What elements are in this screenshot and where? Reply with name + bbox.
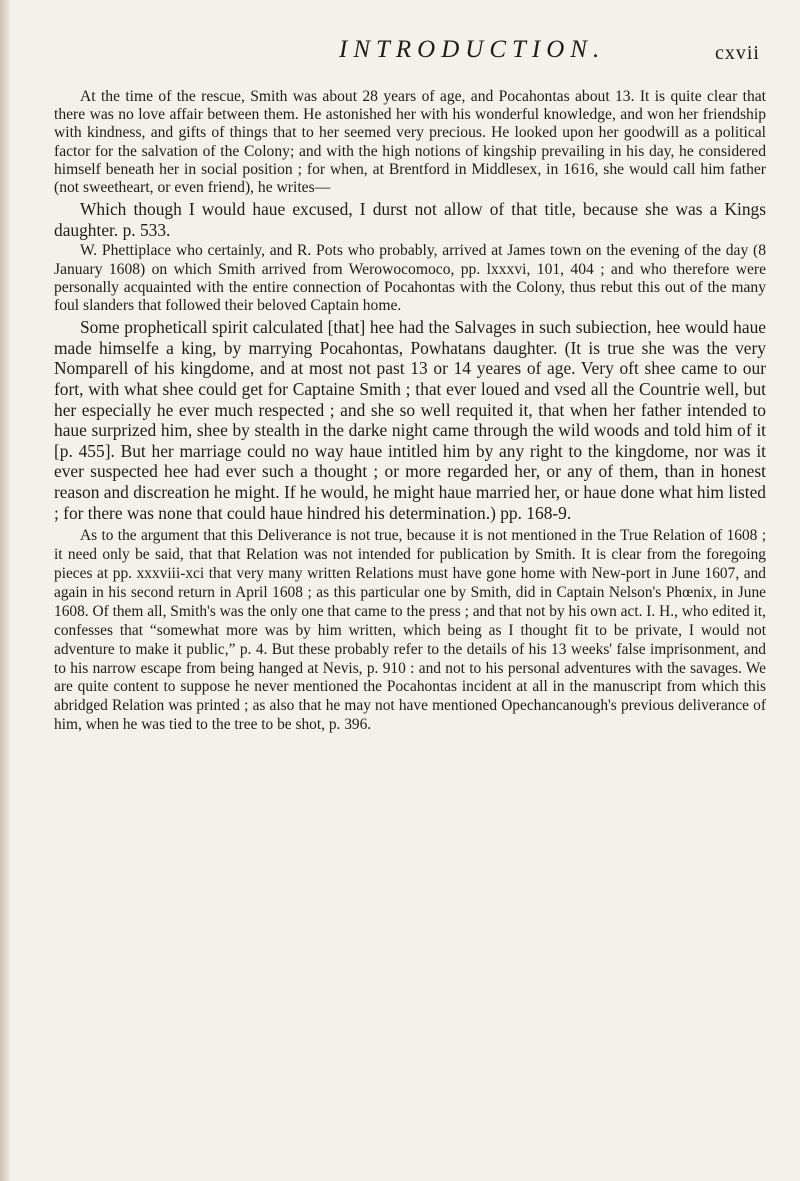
paragraph-phettiplace-pots: W. Phettiplace who certainly, and R. Pots who probably, arrived at James town on the evening of the day (8 January 1608) on which Smith arrived from Werowocomoco, pp. lxxxvi, 101, 404 ; and who therefore were personally acquainted with the entire connection of Pocahontas with the Colony, thus rebut this out of the many foul slanders that followed their beloved Captain home. bbox=[54, 242, 766, 315]
running-head: INTRODUCTION. bbox=[339, 36, 606, 63]
quote-kings-daughter: Which though I would haue excused, I durst not allow of that title, because she was a Kings daughter. p. 533. bbox=[54, 199, 766, 240]
quote-prophetical-spirit: Some propheticall spirit calculated [that] hee had the Salvages in such subiection, hee would haue made himselfe a king, by marrying Pocahontas, Powhatans daughter. (It is true she was the very Nomparell of his kingdome, and at most not past 13 or 14 yeares of age. Very oft shee came to our fort, with what shee could get for Captaine Smith ; that ever loued and vsed all the Countrie well, but her especially he ever much respected ; and she so well requited it, that when her father intended to haue surprized him, shee by stealth in the darke night came through the wild woods and told him of it [p. 455]. But her marriage could no way haue intitled him by any right to the kingdome, nor was it ever suspected hee had ever such a thought ; or more regarded her, or any of them, than in honest reason and discreation he might. If he would, he might haue married her, or haue done what him listed ; for there was none that could haue hindred his determination.) pp. 168-9. bbox=[54, 317, 766, 523]
page-header bbox=[54, 34, 766, 80]
paragraph-deliverance-argument: As to the argument that this Deliverance is not true, because it is not mentioned in the True Relation of 1608 ; it need only be said, that that Relation was not intended for publication by Smith. It is clear from the foregoing pieces at pp. xxxviii-xci that very many written Relations must have gone home with New-port in June 1607, and again in his second return in April 1608 ; as this particular one by Smith, did in Captain Nelson's Phœnix, in June 1608. Of them all, Smith's was the only one that came to the press ; and that not by his own act. I. H., who edited it, confesses that “somewhat more was by him written, which being as I thought fit to be private, I would not adventure to make it public,” p. 4. But these probably refer to the details of his 13 weeks' false imprisonment, and to his narrow escape from being hanged at Nevis, p. 910 : and not to his personal adventures with the savages. We are quite content to suppose he never mentioned the Pocahontas incident at all in the manuscript from which this abridged Relation was printed ; as also that he may not have mentioned Opechancanough's previous deliverance of him, when he was tied to the tree to be shot, p. 396. bbox=[54, 527, 766, 734]
page-number: cxvii bbox=[715, 42, 760, 64]
paragraph-rescue-age: At the time of the rescue, Smith was about 28 years of age, and Pocahontas about 13. It is quite clear that there was no love affair between them. He astonished her with his wonderful knowledge, and won her friendship with kindness, and gifts of things that to her seemed very precious. He looked upon her goodwill as a political factor for the salvation of the Colony; and with the high notions of kingship prevailing in his day, he considered himself beneath her in social position ; for when, at Brentford in Middlesex, in 1616, she would call him father (not sweetheart, or even friend), he writes— bbox=[54, 88, 766, 197]
